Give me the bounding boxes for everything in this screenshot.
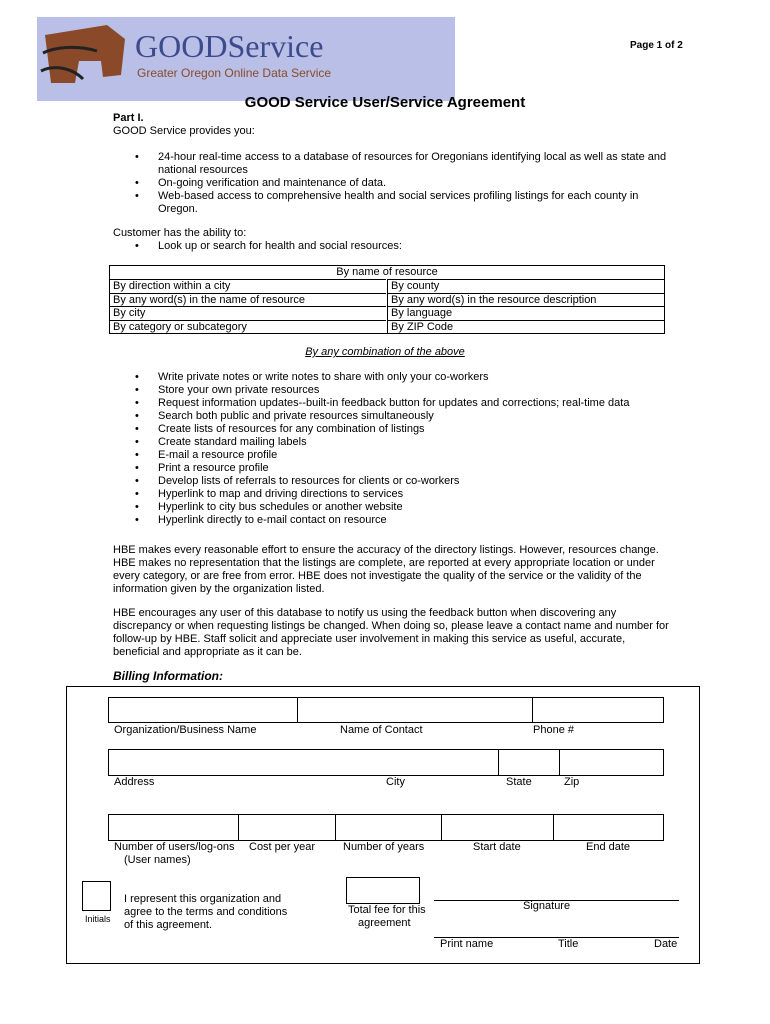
city-label: City — [386, 776, 405, 788]
table-column-right — [387, 279, 665, 333]
table-cell: By city — [110, 306, 386, 320]
billing-title: Billing Information: — [113, 669, 223, 683]
search-options-table — [109, 265, 665, 334]
print-name-label: Print name — [440, 938, 494, 950]
list-item: • Web-based access to comprehensive health and social services profiling listings for each county in Oregon. — [113, 190, 673, 216]
total-fee-label-2: agreement — [358, 917, 411, 929]
provides-list — [113, 151, 673, 216]
table-cell: By any word(s) in the name of resource — [110, 293, 386, 307]
list-item: • E-mail a resource profile — [113, 449, 693, 462]
list-item: • Write private notes or write notes to share with only your co-workers — [113, 371, 693, 384]
end-date-label: End date — [586, 841, 631, 853]
org-name-label: Organization/Business Name — [114, 724, 257, 736]
zip-field[interactable] — [559, 749, 664, 776]
list-item: • Create lists of resources for any combination of listings — [113, 423, 693, 436]
address-label: Address — [114, 776, 155, 788]
table-header: By name of resource — [336, 266, 438, 278]
cost-field[interactable] — [238, 814, 336, 841]
list-item: • Hyperlink directly to e-mail contact on resource — [113, 514, 693, 527]
table-cell: By county — [388, 279, 665, 293]
ability-intro: Customer has the ability to: — [113, 227, 247, 239]
list-item: • Develop lists of referrals to resources for clients or co-workers — [113, 475, 693, 488]
users-label: Number of users/log-ons — [114, 841, 235, 853]
table-cell: By category or subcategory — [110, 320, 386, 334]
years-field[interactable] — [335, 814, 442, 841]
signature-label: Signature — [523, 900, 571, 912]
cost-label: Cost per year — [249, 841, 316, 853]
represent-line-2: agree to the terms and conditions — [124, 906, 288, 918]
list-item: • Request information updates--built-in feedback button for updates and corrections; real-time data — [113, 397, 693, 410]
list-item: • Search both public and private resources simultaneously — [113, 410, 693, 423]
logo-subtitle: Greater Oregon Online Data Service — [137, 66, 332, 80]
initials-box[interactable] — [82, 881, 111, 911]
table-column-left — [110, 279, 386, 333]
header-banner — [37, 17, 455, 101]
contact-name-field[interactable] — [297, 697, 533, 723]
users-sublabel: (User names) — [124, 854, 191, 866]
total-fee-field[interactable] — [346, 877, 420, 904]
table-cell: By ZIP Code — [388, 320, 665, 334]
phone-label: Phone # — [533, 724, 574, 736]
title-label: Title — [558, 938, 579, 950]
page-number: Page 1 of 2 — [630, 40, 683, 51]
users-field[interactable] — [108, 814, 239, 841]
zip-label: Zip — [564, 776, 580, 788]
contact-name-label: Name of Contact — [340, 724, 423, 736]
list-item: • Create standard mailing labels — [113, 436, 693, 449]
start-date-field[interactable] — [441, 814, 554, 841]
accuracy-paragraph: HBE makes every reasonable effort to ensure the accuracy of the directory listings. However, resources change. HBE makes no representation that the listings are complete, are reported at every appropriate location or under every category, or are free from error. HBE does not investigate the quality of the service or the validity of the information given by the organization listed. — [113, 544, 659, 595]
years-label: Number of years — [343, 841, 425, 853]
total-fee-label-1: Total fee for this — [348, 904, 426, 916]
combination-note: By any combination of the above — [305, 346, 465, 358]
list-item: • Look up or search for health and social resources: — [113, 240, 673, 253]
list-item: • Hyperlink to map and driving directions to services — [113, 488, 693, 501]
phone-field[interactable] — [532, 697, 664, 723]
initials-label: Initials — [85, 914, 111, 924]
represent-line-3: of this agreement. — [124, 919, 213, 931]
end-date-field[interactable] — [553, 814, 664, 841]
list-item: • On-going verification and maintenance of data. — [113, 177, 673, 190]
table-cell: By direction within a city — [110, 279, 386, 293]
feedback-paragraph: HBE encourages any user of this database to notify us using the feedback button when discovering any discrepancy or when requesting listings be changed. When doing so, please leave a contact name and number for follow-up by HBE. Staff solicit and appreciate user involvement in making this service as useful, accurate, beneficial and appropriate as it can be. — [113, 607, 669, 658]
address-field[interactable] — [108, 749, 499, 776]
table-cell: By language — [388, 306, 665, 320]
list-item: • Hyperlink to city bus schedules or another website — [113, 501, 693, 514]
date-label: Date — [654, 938, 678, 950]
org-name-field[interactable] — [108, 697, 298, 723]
billing-form — [66, 686, 700, 964]
list-item: • Print a resource profile — [113, 462, 693, 475]
represent-line-1: I represent this organization and — [124, 893, 282, 905]
ability-list — [113, 240, 673, 253]
list-item: • 24-hour real-time access to a database of resources for Oregonians identifying local as well as state and national resources — [113, 151, 673, 177]
logo-text: GOODService — [135, 28, 324, 64]
page-title: GOOD Service User/Service Agreement — [244, 94, 526, 111]
provides-intro: GOOD Service provides you: — [113, 125, 255, 137]
state-field[interactable] — [498, 749, 560, 776]
list-item: • Store your own private resources — [113, 384, 693, 397]
start-date-label: Start date — [473, 841, 521, 853]
state-label: State — [506, 776, 532, 788]
part-heading: Part I. — [113, 112, 144, 124]
features-list — [113, 371, 693, 527]
table-cell: By any word(s) in the resource description — [388, 293, 665, 307]
